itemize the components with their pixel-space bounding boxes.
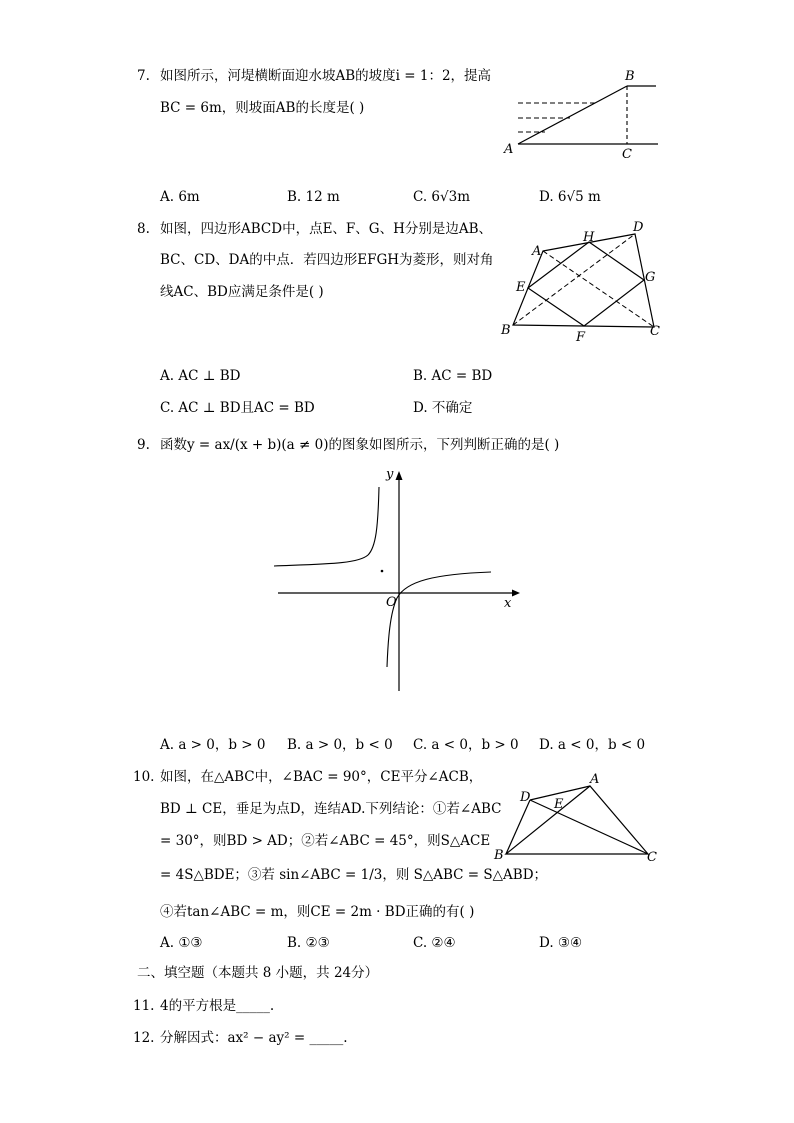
label-D: D: [520, 790, 531, 805]
label-F: F: [576, 330, 586, 345]
option-d: D. 6√5 m: [539, 189, 601, 205]
option-d: D. a < 0，b < 0: [539, 737, 646, 753]
question-number: 10.: [133, 769, 155, 785]
label-C: C: [622, 147, 632, 162]
option-b: B. a > 0，b < 0: [287, 737, 393, 753]
label-B: B: [501, 323, 511, 338]
question-number: 7.: [137, 68, 150, 84]
question-text-line: 如图所示，河堤横断面迎水坡AB的坡度i = 1：2，提高: [160, 68, 492, 84]
embankment-figure: [500, 65, 670, 165]
option-d: D. 不确定: [413, 400, 473, 416]
triangle-figure: [490, 768, 665, 868]
option-b: B. 12 m: [287, 189, 340, 205]
section-heading: 二、填空题（本题共 8 小题，共 24分）: [137, 965, 379, 981]
question-text-line: 函数y = ax/(x + b)(a ≠ 0)的图象如图所示，下列判断正确的是( ): [160, 437, 560, 453]
question-text-line: BC = 6m，则坡面AB的长度是( ): [160, 100, 365, 116]
function-graph: [270, 465, 525, 700]
question-text-line: 分解因式：ax² − ay² = _____.: [160, 1030, 348, 1046]
label-B: B: [494, 848, 504, 863]
option-c: C. a < 0，b > 0: [413, 737, 519, 753]
option-c: C. AC ⊥ BD且AC = BD: [160, 400, 315, 416]
label-E: E: [516, 280, 526, 295]
label-C: C: [650, 324, 660, 339]
question-number: 11.: [133, 998, 155, 1014]
option-a: A. AC ⊥ BD: [160, 368, 241, 384]
label-A: A: [532, 244, 542, 259]
question-text-line: 4的平方根是_____.: [160, 998, 275, 1014]
quadrilateral-figure: [496, 215, 671, 345]
question-number: 8.: [137, 221, 150, 237]
question-text-line: 线AC、BD应满足条件是( ): [160, 284, 324, 300]
label-A: A: [590, 772, 600, 787]
label-y: y: [386, 467, 394, 482]
question-text-line: 如图，在△ABC中，∠BAC = 90°，CE平分∠ACB，: [160, 769, 483, 785]
label-C: C: [647, 850, 657, 865]
question-text-line: = 4S△BDE；③若 sin∠ABC = 1/3，则 S△ABC = S△ABD；: [160, 867, 548, 883]
question-text-line: BD ⊥ CE，垂足为点D，连结AD.下列结论：①若∠ABC: [160, 801, 502, 817]
option-b: B. ②③: [287, 935, 330, 951]
option-a: A. ①③: [160, 935, 203, 951]
question-number: 9.: [137, 437, 150, 453]
option-c: C. ②④: [413, 935, 456, 951]
question-text-line: = 30°，则BD > AD；②若∠ABC = 45°，则S△ACE: [160, 833, 491, 849]
option-d: D. ③④: [539, 935, 583, 951]
option-a: A. 6m: [160, 189, 200, 205]
label-D: D: [633, 220, 644, 235]
label-H: H: [583, 230, 595, 245]
question-text-line: ④若tan∠ABC = m，则CE = 2m · BD正确的有( ): [160, 904, 475, 920]
label-E: E: [554, 797, 564, 812]
label-origin: O: [386, 595, 397, 610]
label-G: G: [645, 270, 656, 285]
label-B: B: [625, 69, 635, 84]
question-text-line: BC、CD、DA的中点．若四边形EFGH为菱形，则对角: [160, 252, 494, 268]
question-text-line: 如图，四边形ABCD中，点E、F、G、H分别是边AB、: [160, 221, 493, 237]
question-number: 12.: [133, 1030, 155, 1046]
label-x: x: [504, 596, 512, 611]
option-b: B. AC = BD: [413, 368, 493, 384]
option-c: C. 6√3m: [413, 189, 471, 205]
label-A: A: [504, 142, 514, 157]
option-a: A. a > 0，b > 0: [160, 737, 266, 753]
